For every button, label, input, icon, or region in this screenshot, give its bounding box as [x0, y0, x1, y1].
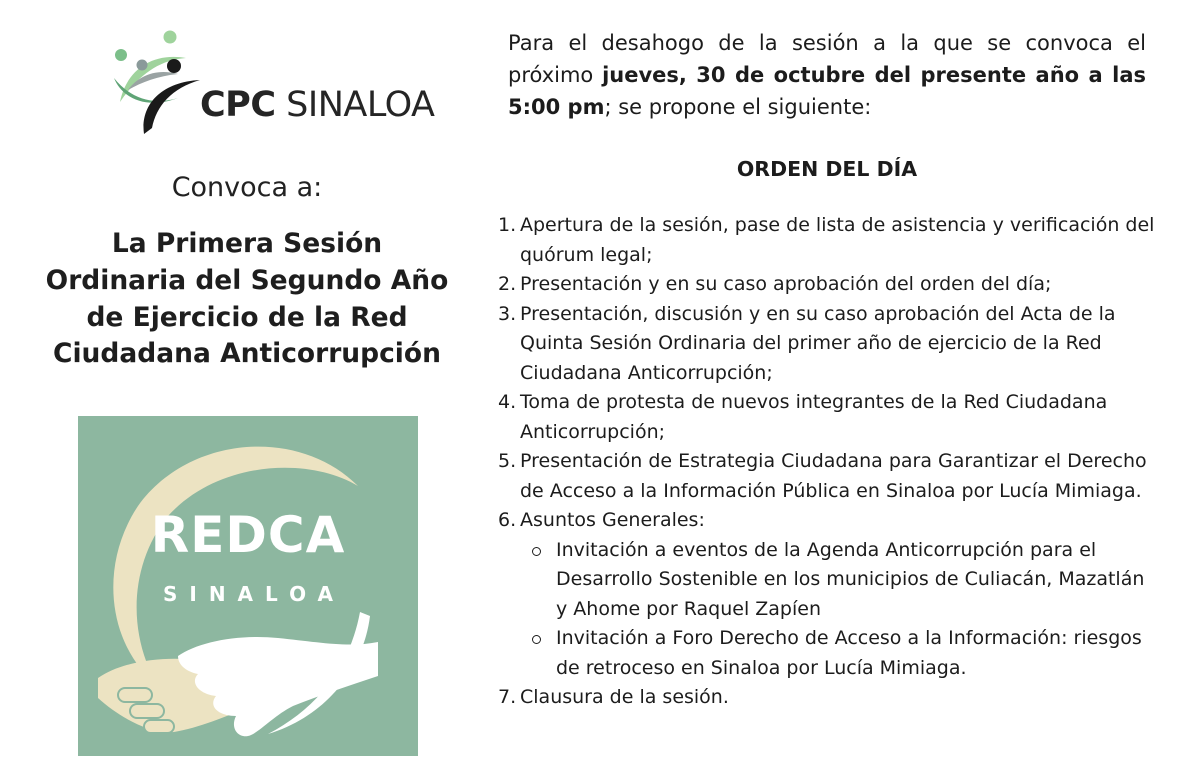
- agenda-item-number: 4.: [498, 391, 517, 413]
- agenda-item-text: Clausura de la sesión.: [520, 686, 729, 708]
- agenda-item: [498, 300, 1158, 389]
- intro-date: jueves, 30 de octubre del presente año a las 5:00 pm: [508, 63, 1146, 119]
- circle-bullet-icon: [532, 635, 541, 644]
- agenda-item-text: Apertura de la sesión, pase de lista de asistencia y verificación del quórum legal;: [520, 214, 1155, 266]
- agenda-item-number: 3.: [498, 302, 517, 325]
- agenda-item-text: Presentación de Estrategia Ciudadana para Garantizar el Derecho de Acceso a la Información Pública en Sinaloa por Lucía Mimiaga.: [520, 450, 1147, 502]
- agenda-item-number: 2.: [498, 273, 517, 295]
- people-figures-icon: [112, 28, 202, 138]
- session-title: [30, 226, 464, 373]
- session-title-line: Ordinaria del Segundo Año: [45, 264, 449, 296]
- agenda-item: [498, 506, 1158, 683]
- redca-sinaloa-logo: [78, 416, 418, 756]
- brand-bold: CPC: [200, 85, 276, 125]
- agenda-sub-item: [520, 536, 1158, 625]
- agenda-item-number: 5.: [498, 450, 517, 472]
- agenda-item-number: 6.: [498, 509, 517, 531]
- agenda-sub-item-text: Invitación a eventos de la Agenda Anticorrupción para el Desarrollo Sostenible en los municipios de Culiacán, Mazatlán y Ahome por Raquel Zapíen: [556, 538, 1145, 620]
- redca-subtitle: SINALOA: [162, 582, 346, 606]
- agenda-list: [498, 211, 1158, 713]
- agenda-item-number: 7.: [498, 686, 517, 708]
- agenda-item-number: 1.: [498, 214, 517, 236]
- session-title-line: de Ejercicio de la Red: [86, 301, 408, 333]
- agenda-sub-list: [520, 536, 1158, 684]
- circle-bullet-icon: [532, 547, 541, 556]
- agenda-sub-item: [520, 624, 1158, 683]
- session-title-line: Ciudadana Anticorrupción: [53, 338, 441, 370]
- cpc-sinaloa-logo: [112, 28, 435, 138]
- agenda-item-text: Presentación, discusión y en su caso aprobación del Acta de la Quinta Sesión Ordinaria del primer año de ejercicio de la Red Ciudadana Anticorrupción;: [520, 302, 1116, 384]
- cpc-wordmark: [200, 85, 434, 125]
- agenda-item: [498, 447, 1158, 506]
- agenda-item: [498, 270, 1158, 300]
- agenda-item: [498, 683, 1158, 713]
- agenda-item-text: Asuntos Generales:: [520, 509, 705, 531]
- agenda-heading: ORDEN DEL DÍA: [736, 157, 918, 181]
- intro-paragraph: [508, 27, 1146, 123]
- intro-text-end: ; se propone el siguiente:: [604, 95, 872, 119]
- convoca-label: Convoca a:: [171, 172, 323, 203]
- agenda-item-text: Presentación y en su caso aprobación del orden del día;: [520, 273, 1052, 295]
- agenda-item-text: Toma de protesta de nuevos integrantes de la Red Ciudadana Anticorrupción;: [520, 391, 1108, 443]
- agenda-sub-item-text: Invitación a Foro Derecho de Acceso a la Información: riesgos de retroceso en Sinaloa por Lucía Mimiaga.: [556, 627, 1142, 679]
- session-title-line: La Primera Sesión: [111, 228, 383, 259]
- brand-light: SINALOA: [286, 85, 435, 125]
- agenda-item: [498, 388, 1158, 447]
- intro-text-start: Para el desahogo de la sesión a la que se convoca el próximo: [508, 31, 1146, 87]
- agenda-item: [498, 211, 1158, 270]
- redca-title: REDCA: [150, 506, 346, 564]
